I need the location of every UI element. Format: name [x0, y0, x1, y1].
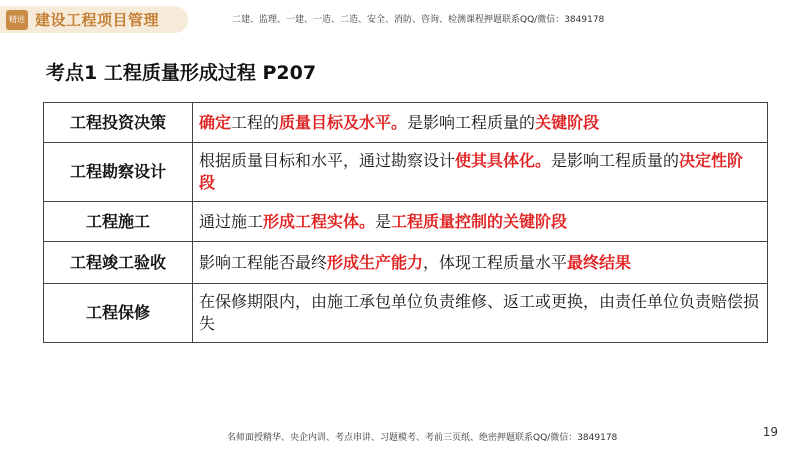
highlight-text: 决定性阶段 — [199, 151, 744, 192]
description-text: 影响工程能否最终 — [199, 252, 328, 272]
quality-process-table — [43, 102, 768, 343]
description-text: 是影响工程质量的 — [407, 112, 536, 132]
table-row — [44, 242, 768, 284]
description-cell — [193, 103, 768, 143]
description-text: 工程的 — [231, 112, 280, 132]
top-contact-note: 二建、监理、一建、一造、二造、安全、消防、咨询、检测课程押题联系QQ/微信：3849178 — [232, 15, 605, 25]
description-cell — [193, 143, 768, 202]
highlight-text: 关键阶段 — [535, 112, 600, 132]
highlight-text: 最终结果 — [567, 252, 632, 272]
description-cell — [193, 284, 768, 343]
brand-banner — [0, 6, 188, 33]
description-text: 是 — [375, 211, 392, 231]
highlight-text: 工程质量控制的关键阶段 — [391, 211, 568, 231]
stage-cell: 工程投资决策 — [44, 103, 193, 143]
page-number: 19 — [762, 425, 778, 439]
highlight-text: 确定 — [199, 112, 232, 132]
highlight-text: 形成工程实体。 — [263, 211, 376, 231]
table-row — [44, 103, 768, 143]
stage-cell: 工程施工 — [44, 202, 193, 242]
description-text: ，体现工程质量水平 — [423, 252, 568, 272]
table-row — [44, 202, 768, 242]
stage-cell: 工程勘察设计 — [44, 143, 193, 202]
brand-badge: 精进 — [6, 10, 28, 30]
highlight-text: 使其具体化。 — [455, 151, 552, 170]
description-text: 在保修期限内，由施工承包单位负责维修、返工或更换，由责任单位负责赔偿损失 — [199, 292, 760, 333]
description-text: 是影响工程质量的 — [551, 151, 680, 170]
brand-name: 建设工程项目管理 — [35, 11, 160, 29]
top-bar — [0, 0, 800, 38]
highlight-text: 质量目标及水平。 — [279, 112, 408, 132]
description-cell — [193, 242, 768, 284]
description-text: 根据质量目标和水平，通过勘察设计 — [199, 151, 456, 170]
bottom-contact-note: 名师面授精华、央企内训、考点串讲、习题模考、考前三页纸、绝密押题联系QQ/微信：3849178 — [227, 433, 618, 443]
highlight-text: 形成生产能力 — [327, 252, 424, 272]
stage-cell: 工程保修 — [44, 284, 193, 343]
stage-cell: 工程竣工验收 — [44, 242, 193, 284]
table-row — [44, 143, 768, 202]
description-cell — [193, 202, 768, 242]
page-title: 考点1 工程质量形成过程 P207 — [46, 62, 317, 84]
description-text: 通过施工 — [199, 211, 264, 231]
table-row — [44, 284, 768, 343]
